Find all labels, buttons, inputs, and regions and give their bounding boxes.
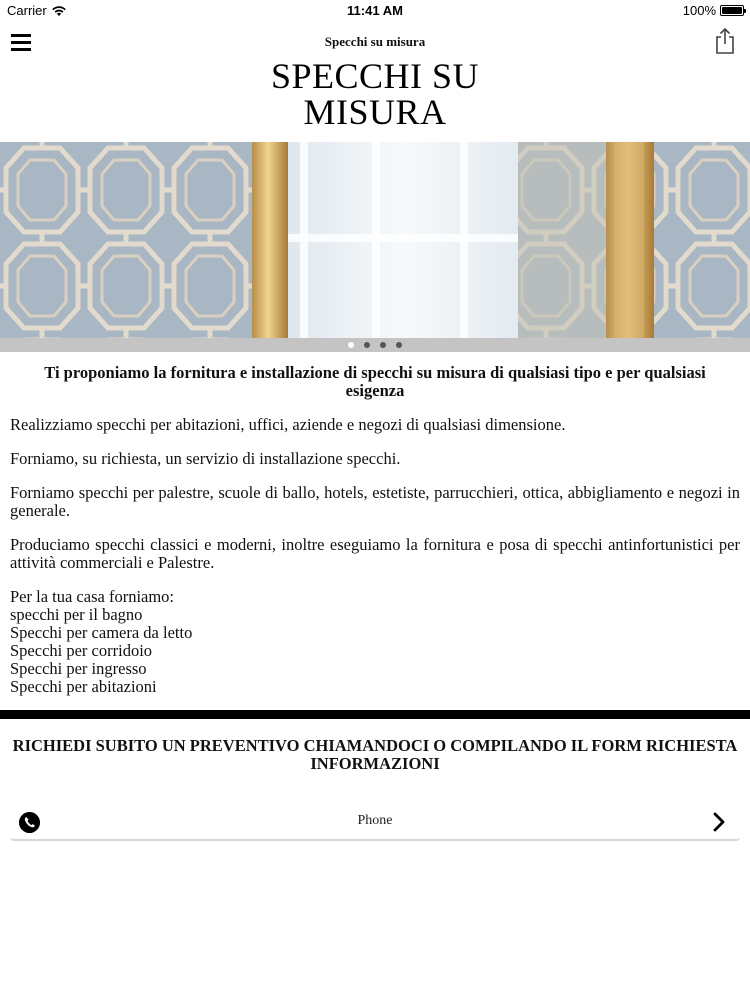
slider-dot[interactable] bbox=[380, 342, 386, 348]
chevron-right-icon bbox=[712, 811, 726, 833]
battery-status bbox=[683, 3, 744, 18]
phone-label: Phone bbox=[357, 813, 393, 828]
carrier-label: Carrier bbox=[7, 3, 47, 18]
slider-dot[interactable] bbox=[364, 342, 370, 348]
quote-request-heading: RICHIEDI SUBITO UN PREVENTIVO CHIAMANDOCI O COMPILANDO IL FORM RICHIESTA INFORMAZIONI bbox=[12, 736, 738, 773]
site-title bbox=[0, 58, 750, 130]
list-intro: Per la tua casa forniamo: bbox=[10, 587, 175, 606]
share-icon[interactable] bbox=[714, 27, 736, 55]
paragraph: Realizziamo specchi per abitazioni, uffici, aziende e negozi di qualsiasi dimensione. bbox=[10, 415, 566, 434]
paragraph: Produciamo specchi classici e moderni, inoltre eseguiamo la fornitura e posa di specchi antinfortunistici per attività commerciali e Palestre. bbox=[10, 535, 740, 572]
home-products-list bbox=[10, 588, 740, 696]
status-bar bbox=[0, 0, 750, 22]
content-heading: Ti proponiamo la fornitura e installazione di specchi su misura di qualsiasi tipo e per qualsiasi esigenza bbox=[44, 363, 706, 400]
list-item: Specchi per corridoio bbox=[10, 641, 153, 660]
paragraph: Forniamo, su richiesta, un servizio di installazione specchi. bbox=[10, 449, 401, 468]
slider-dot[interactable] bbox=[348, 342, 354, 348]
site-title-line2: MISURA bbox=[303, 92, 447, 132]
main-content bbox=[10, 364, 740, 696]
slider-pagination bbox=[0, 338, 750, 352]
list-item: Specchi per ingresso bbox=[10, 659, 147, 678]
hero-image bbox=[0, 142, 750, 338]
slider-dot[interactable] bbox=[396, 342, 402, 348]
paragraph: Forniamo specchi per palestre, scuole di ballo, hotels, estetiste, parrucchieri, ottica, abbigliamento e negozi in generale. bbox=[10, 483, 740, 520]
section-divider bbox=[0, 710, 750, 719]
hero-slider-image[interactable] bbox=[0, 142, 750, 338]
battery-icon bbox=[720, 5, 744, 16]
phone-button[interactable] bbox=[10, 803, 740, 841]
nav-title: Specchi su misura bbox=[324, 34, 426, 49]
site-title-line1: SPECCHI SU bbox=[270, 56, 480, 96]
battery-percent: 100% bbox=[682, 3, 716, 18]
list-item: Specchi per abitazioni bbox=[10, 677, 157, 696]
list-item: specchi per il bagno bbox=[10, 605, 143, 624]
status-time: 11:41 AM bbox=[347, 3, 403, 18]
list-item: Specchi per camera da letto bbox=[10, 623, 193, 642]
